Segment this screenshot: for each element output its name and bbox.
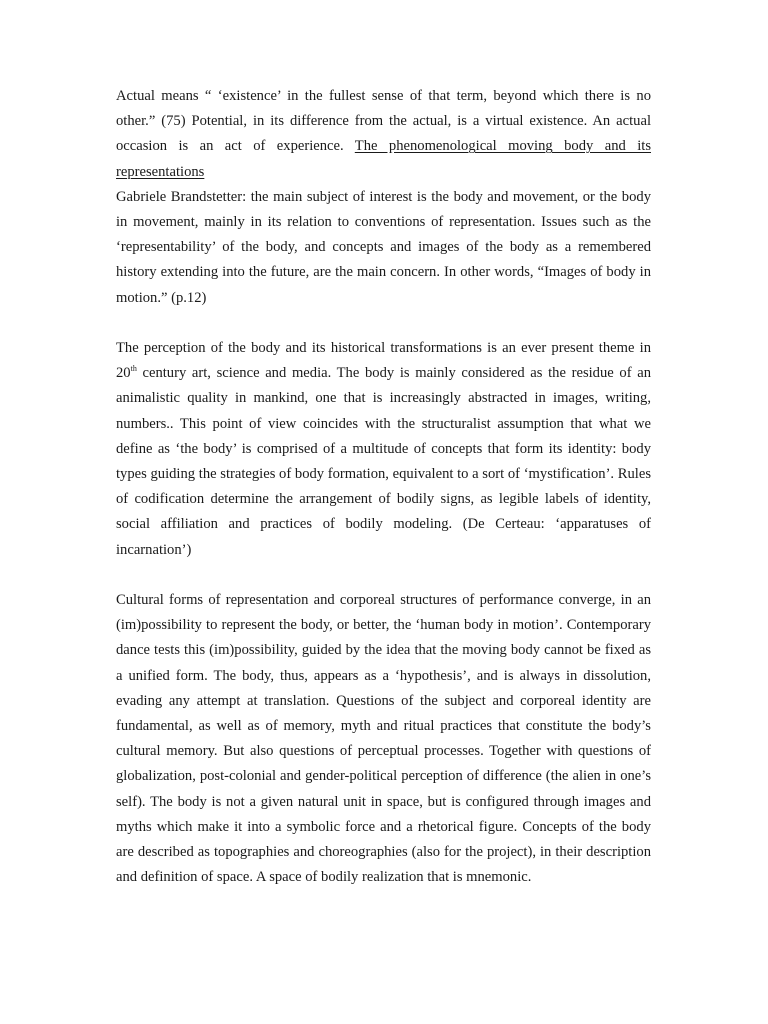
paragraph-perception-of-body xyxy=(116,336,651,563)
paragraph-spacer xyxy=(116,311,651,336)
superscript-th: th xyxy=(130,364,137,374)
paragraph-cultural-forms xyxy=(116,588,651,890)
paragraph-spacer xyxy=(116,563,651,588)
paragraph-text: The perception of the body and its historical transformations is an ever present theme in 20 xyxy=(116,340,651,382)
paragraph-text: Gabriele Brandstetter: the main subject of interest is the body and movement, or the body in movement, mainly in its relation to conventions of representation. Issues such as the ‘representability’ of the body, and concepts and images of the body as a remembered history extending into the future, are the main concern. In other words, “Images of body in motion.” (p.12) xyxy=(116,188,651,306)
paragraph-brandstetter xyxy=(116,185,651,311)
document-page xyxy=(116,84,651,890)
paragraph-text: Actual means “ ‘existence’ in the fullest sense of that term, beyond which there is no other.” (75) Potential, in its difference from the actual, is a virtual existence. An actual occasion is an act of experience. xyxy=(116,88,651,155)
paragraph-text: Cultural forms of representation and corporeal structures of performance converge, in an (im)possibility to represent the body, or better, the ‘human body in motion’. Contemporary dance tests this (im)possibility, guided by the idea that the moving body cannot be fixed as a unified form. The body, thus, appears as a ‘hypothesis’, and is always in dissolution, evading any attempt at translation. Questions of the subject and corporeal identity are fundamental, as well as of memory, myth and ritual practices that constitute the body’s cultural memory. But also questions of perceptual processes. Together with questions of globalization, post-colonial and gender-political perception of difference (the alien in one’s self). The body is not a given natural unit in space, but is configured through images and myths which make it into a symbolic force and a rhetorical figure. Concepts of the body are described as topographies and choreographies (also for the project), in their description and definition of space. A space of bodily realization that is mnemonic. xyxy=(116,592,651,886)
paragraph-text: century art, science and media. The body is mainly considered as the residue of an animalistic quality in mankind, one that is increasingly abstracted in images, writing, numbers.. This point of view coincides with the structuralist assumption that what we define as ‘the body’ is comprised of a multitude of concepts that form its identity: body types guiding the strategies of body formation, equivalent to a sort of ‘mystification’. Rules of codification determine the arrangement of bodily signs, as legible labels of identity, social affiliation and practices of bodily modeling. (De Certeau: ‘apparatuses of incarnation’) xyxy=(116,365,651,558)
section-heading-phenomenological-body: The phenomenological moving body and its representations xyxy=(116,138,651,180)
paragraph-actual-means xyxy=(116,84,651,185)
